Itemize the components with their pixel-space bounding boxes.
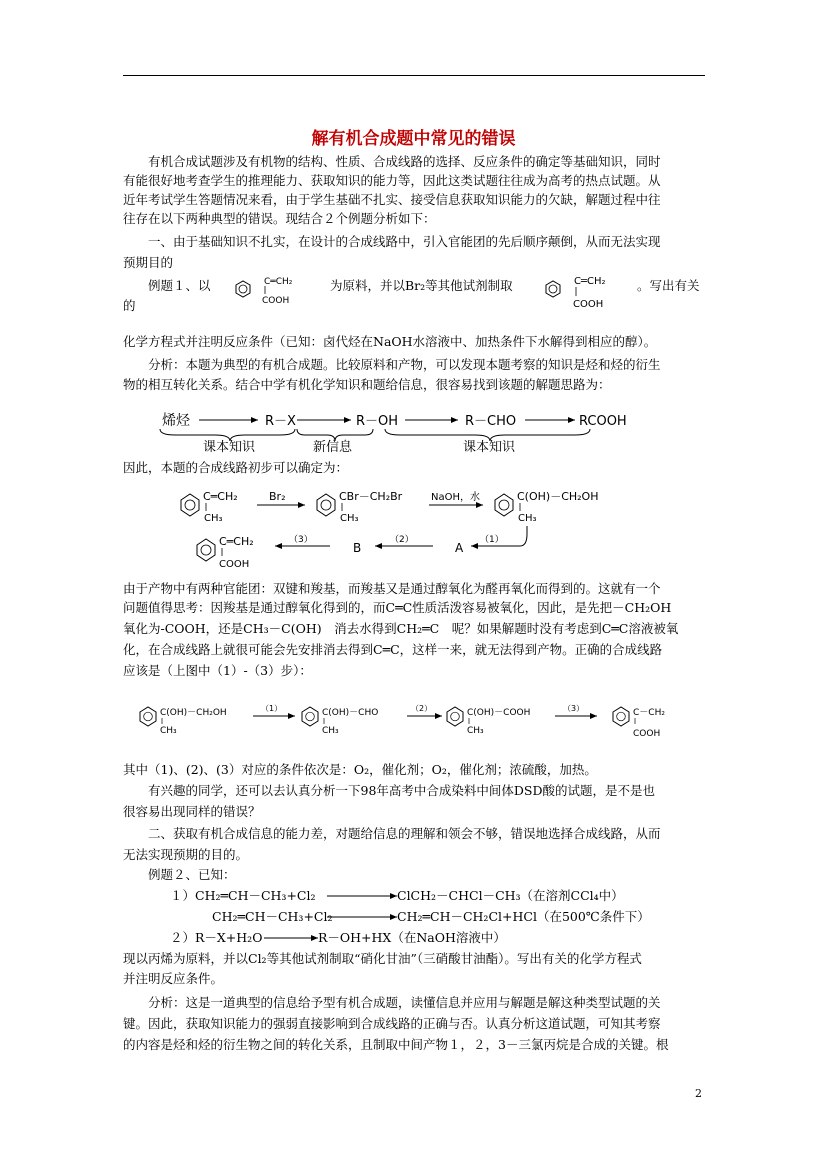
molecule-group: CH₃ xyxy=(204,513,223,524)
section-heading: 一、由于基础知识不扎实，在设计的合成线路中，引入官能团的先后顺序颠倒，从而无法实现 xyxy=(148,234,661,249)
synthesis-route-correct xyxy=(135,700,715,754)
text-line: 由于产物中有两种官能团：双键和羧基，而羧基又是通过醇氧化为醛再氧化而得到的。这就有一个 xyxy=(123,581,661,596)
reaction-left: CH₂═CH－CH₃+Cl₂ xyxy=(212,909,333,924)
text-line: 化，在合成线路上就很可能会先安排消去得到C═C，这样一来，就无法得到产物。正确的合成线路 xyxy=(123,642,663,657)
reaction-arrow xyxy=(325,908,400,930)
molecule-reactant xyxy=(230,272,325,316)
text-line: 问题值得思考：因羧基是通过醇氧化得到的，而C═C性质活泼容易被氧化，因此，是先把－CH₂OH xyxy=(123,600,672,615)
molecule-group: C(OH)－COOH xyxy=(467,708,531,718)
molecule-product xyxy=(540,272,640,318)
text-line: 有能很好地考查学生的推理能力、获取知识的能力等，因此这类试题往往成为高考的热点试题。从 xyxy=(123,173,661,188)
scheme-node: RCOOH xyxy=(579,414,627,429)
molecule-group: C═CH₂ xyxy=(574,276,606,287)
molecule-group: CBr－CH₂Br xyxy=(339,490,403,503)
text-line: 分析：这是一道典型的信息给予型有机合成题，读懂信息并应用与解题是解这种类型试题的关 xyxy=(148,995,661,1010)
reaction-arrow xyxy=(325,887,400,909)
example-label: 例题２、已知： xyxy=(148,867,236,882)
example-label: 例题１、以 xyxy=(148,278,211,293)
molecule-group: C═CH₂ xyxy=(203,490,238,503)
reaction-left: １）CH₂═CH－CH₃+Cl₂ xyxy=(170,888,316,903)
step-label: （2） xyxy=(411,704,433,713)
reaction-scheme xyxy=(155,405,645,459)
scheme-label: 新信息 xyxy=(313,440,353,455)
text-line: 氧化为-COOH，还是CH₃－C(OH) 消去水得到CH₂═C 呢？如果解题时没有考虑到C═C溶液被氧 xyxy=(123,621,679,636)
molecule-group: C═CH₂ xyxy=(264,277,293,287)
scheme-label: 课本知识 xyxy=(203,440,256,455)
reaction-right: R－OH+HX（在NaOH溶液中） xyxy=(318,930,506,945)
page-title: 解有机合成题中常见的错误 xyxy=(311,129,516,149)
molecule-group: C(OH)－CH₂OH xyxy=(160,708,227,718)
page-number: 2 xyxy=(695,1087,702,1100)
text-line: 有机合成试题涉及有机物的结构、性质、合成线路的选择、反应条件的确定等基础知识，同时 xyxy=(148,154,661,169)
text-line: 其中（1)、(2)、(3）对应的条件依次是：O₂，催化剂；O₂，催化剂；浓硫酸，加热。 xyxy=(123,762,597,777)
molecule-group: COOH xyxy=(219,559,250,570)
text-line: 键。因此，获取知识能力的强弱直接影响到合成线路的正确与否。认真分析这道试题，可知其考察 xyxy=(123,1016,661,1031)
molecule-group: C(OH)－CHO xyxy=(322,708,379,718)
scheme-node: R－X xyxy=(265,414,296,429)
text-line: 物的相互转化关系。结合中学有机化学知识和题给信息，很容易找到该题的解题思路为： xyxy=(123,377,611,392)
reaction-left: ２）R－X+H₂O xyxy=(170,930,263,945)
text-line: 预期目的 xyxy=(123,255,174,270)
text-line: 现以丙烯为原料，并以Cl₂等其他试剂制取“硝化甘油”（三硝酸甘油酯）。写出有关的化学方程式 xyxy=(123,951,642,966)
molecule-group: COOH xyxy=(573,299,604,310)
header-rule xyxy=(123,75,705,76)
molecule-group: COOH xyxy=(633,729,661,739)
reagent-label: Br₂ xyxy=(269,490,286,503)
text-line: 化学方程式并注明反应条件（已知：卤代烃在NaOH水溶液中、加热条件下水解得到相应的醇）。 xyxy=(123,334,657,349)
scheme-node: 烯烃 xyxy=(162,413,190,429)
molecule-group: CH₃ xyxy=(322,726,339,736)
text-line: 往存在以下两种典型的错误。现结合２个例题分析如下： xyxy=(123,211,436,226)
reaction-arrow xyxy=(262,929,322,951)
molecule-group: CH₃ xyxy=(340,513,359,524)
step-label: （3） xyxy=(563,704,585,713)
molecule-group: COOH xyxy=(262,296,290,306)
text-line: 应该是（上图中（1）-（3）步）： xyxy=(123,663,312,678)
text-line: 的 xyxy=(123,298,136,313)
intermediate-label: B xyxy=(353,541,362,555)
section-heading: 二、获取有机合成信息的能力差，对题给信息的理解和领会不够，错误地选择合成线路，从而 xyxy=(148,826,661,841)
text-line: 为原料，并以Br₂等其他试剂制取 xyxy=(330,278,513,293)
step-label: （1） xyxy=(480,535,504,545)
text-line: 分析：本题为典型的有机合成题。比较原料和产物，可以发现本题考察的知识是烃和烃的衍生 xyxy=(148,357,661,372)
reaction-right: ClCH₂－CHCl－CH₃（在溶剂CCl₄中） xyxy=(397,888,624,903)
synthesis-route-initial xyxy=(175,482,655,586)
step-label: （3） xyxy=(289,535,313,545)
text-line: 无法实现预期的目的。 xyxy=(123,847,249,862)
step-label: （2） xyxy=(390,535,414,545)
intermediate-label: A xyxy=(455,541,464,555)
reaction-right: CH₂═CH－CH₂Cl+HCl（在500℃条件下） xyxy=(397,909,650,924)
scheme-node: R－CHO xyxy=(465,414,517,429)
reagent-label: NaOH，水 xyxy=(431,492,480,503)
scheme-label: 课本知识 xyxy=(463,440,516,455)
text-line: 很容易出现同样的错误？ xyxy=(123,804,261,819)
molecule-group: CH₃ xyxy=(160,726,177,736)
text-line: 近年考试学生答题情况来看，由于学生基础不扎实、接受信息获取知识能力的欠缺，解题过程中往 xyxy=(123,192,661,207)
text-line: 并注明反应条件。 xyxy=(123,971,224,986)
text-line: 的内容是烃和烃的衍生物之间的转化关系，且制取中间产物１，２，3－三氯丙烷是合成的关键。根 xyxy=(123,1037,669,1052)
molecule-group: CH₃ xyxy=(467,726,484,736)
molecule-group: CH₃ xyxy=(518,513,537,524)
molecule-group: C═CH₂ xyxy=(219,535,254,548)
text-line: 。写出有关 xyxy=(637,278,700,293)
molecule-group: C－CH₂ xyxy=(633,708,665,718)
text-line: 因此，本题的合成线路初步可以确定为： xyxy=(123,460,349,475)
text-line: 有兴趣的同学，还可以去认真分析一下98年高考中合成染料中间体DSD酸的试题，是不是也 xyxy=(148,783,656,798)
scheme-node: R－OH xyxy=(356,414,399,429)
molecule-group: C(OH)－CH₂OH xyxy=(517,490,599,503)
step-label: （1） xyxy=(261,704,283,713)
